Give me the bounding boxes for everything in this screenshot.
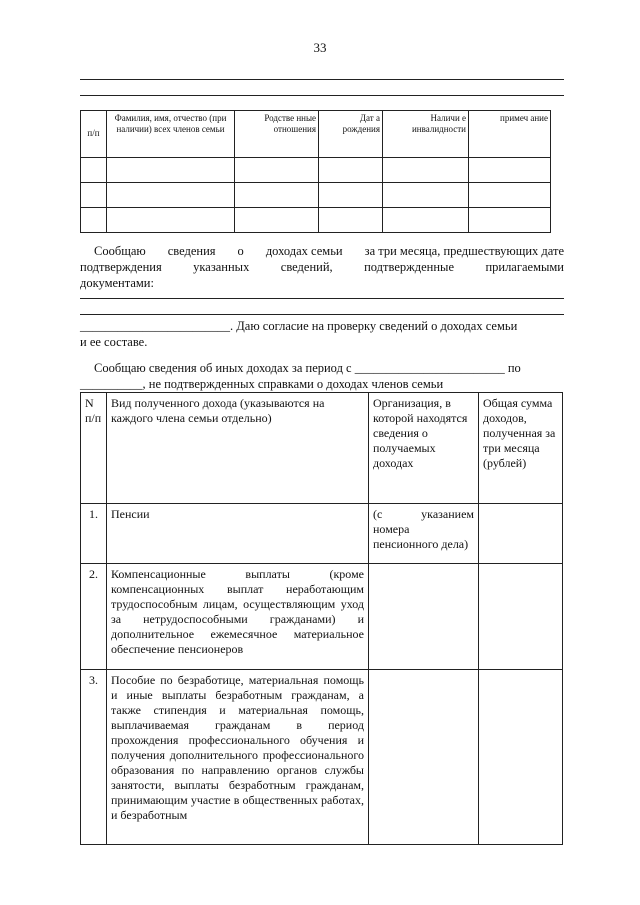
blank-line[interactable] bbox=[80, 314, 564, 315]
page-number: 33 bbox=[313, 40, 327, 55]
other-income-paragraph bbox=[80, 360, 564, 392]
text-word: подтвержденные bbox=[364, 260, 454, 274]
table-header-row bbox=[81, 111, 551, 158]
table-cell[interactable] bbox=[107, 158, 235, 183]
blank-line bbox=[80, 79, 564, 80]
header-birth-date: Дат а рождения bbox=[319, 111, 383, 158]
organization-cell[interactable] bbox=[369, 564, 479, 670]
table-cell[interactable] bbox=[383, 208, 469, 233]
header-organization: Организация, в которой находятся сведения о получаемых доходах bbox=[369, 393, 479, 504]
other-income-line: Сообщаю сведения об иных доходах за период с ________________________ по bbox=[94, 361, 521, 375]
table-cell[interactable] bbox=[383, 183, 469, 208]
table-row bbox=[81, 158, 551, 183]
row-number: 3. bbox=[81, 670, 107, 845]
table-cell[interactable] bbox=[469, 158, 551, 183]
header-number: п/п bbox=[81, 111, 107, 158]
other-income-line: __________, не подтвержденных справками о доходах членов семьи bbox=[80, 377, 444, 391]
row-number: 2. bbox=[81, 564, 107, 670]
blank-line[interactable] bbox=[80, 298, 564, 299]
table-cell[interactable] bbox=[107, 183, 235, 208]
text-line: документами: bbox=[80, 276, 154, 290]
table-row bbox=[81, 208, 551, 233]
table-header-row bbox=[81, 393, 563, 504]
text-word: прилагаемыми bbox=[485, 260, 564, 274]
income-type: Пособие по безработице, материальная помощь и иные выплаты безработным гражданам, а также стипендия и материальная помощь, выплачиваемая гражданам в период прохождения профессионального обучения и получения дополнительного профессионального образования по направлению органов службы занятости, выплаты безработным гражданам, принимающим участие в общественных работах, и безработным bbox=[107, 670, 369, 845]
table-row bbox=[81, 504, 563, 564]
table-cell[interactable] bbox=[469, 208, 551, 233]
header-income-type: Вид полученного дохода (указываются на каждого члена семьи отдельно) bbox=[107, 393, 369, 504]
text-word: подтверждения bbox=[80, 260, 162, 274]
table-row bbox=[81, 670, 563, 845]
table-cell[interactable] bbox=[319, 158, 383, 183]
family-members-table bbox=[80, 110, 551, 233]
table-cell[interactable] bbox=[81, 208, 107, 233]
table-cell[interactable] bbox=[235, 208, 319, 233]
header-disability: Наличи е инвалидности bbox=[383, 111, 469, 158]
row-number: 1. bbox=[81, 504, 107, 564]
header-full-name: Фамилия, имя, отчество (при наличии) всех членов семьи bbox=[107, 111, 235, 158]
income-intro-paragraph bbox=[80, 243, 564, 291]
consent-paragraph bbox=[80, 318, 564, 350]
text-word: о bbox=[237, 244, 244, 258]
blank-line bbox=[80, 95, 564, 96]
table-cell[interactable] bbox=[81, 183, 107, 208]
sum-cell[interactable] bbox=[479, 670, 563, 845]
header-total-sum: Общая сумма доходов, полученная за три месяца (рублей) bbox=[479, 393, 563, 504]
text-word: за три месяца, предшествующих дате bbox=[364, 244, 564, 258]
header-relationship: Родстве нные отношения bbox=[235, 111, 319, 158]
table-cell[interactable] bbox=[469, 183, 551, 208]
table-cell[interactable] bbox=[107, 208, 235, 233]
header-number: N п/п bbox=[81, 393, 107, 504]
table-cell[interactable] bbox=[319, 183, 383, 208]
table-row bbox=[81, 183, 551, 208]
text-word: доходах семьи bbox=[265, 244, 343, 258]
sum-cell[interactable] bbox=[479, 504, 563, 564]
other-income-table bbox=[80, 392, 563, 845]
table-cell[interactable] bbox=[235, 183, 319, 208]
table-cell[interactable] bbox=[383, 158, 469, 183]
text-word: сведений, bbox=[280, 260, 333, 274]
table-cell[interactable] bbox=[235, 158, 319, 183]
organization-cell[interactable]: (с указанием номера пенсионного дела) bbox=[369, 504, 479, 564]
table-row bbox=[81, 564, 563, 670]
consent-line: ________________________. Даю согласие на проверку сведений о доходах семьи bbox=[80, 319, 518, 333]
income-type: Пенсии bbox=[107, 504, 369, 564]
text-word: указанных bbox=[193, 260, 250, 274]
income-type: Компенсационные выплаты (кроме компенсационных выплат неработающим трудоспособным лицам, осуществляющим уход за нетрудоспособными гражданами) и дополнительное ежемесячное материальное обеспечение пенсионеров bbox=[107, 564, 369, 670]
consent-line: и ее составе. bbox=[80, 335, 148, 349]
organization-cell[interactable] bbox=[369, 670, 479, 845]
sum-cell[interactable] bbox=[479, 564, 563, 670]
header-note: примеч ание bbox=[469, 111, 551, 158]
table-cell[interactable] bbox=[319, 208, 383, 233]
text-word: сведения bbox=[167, 244, 216, 258]
text-word: Сообщаю bbox=[94, 244, 146, 258]
table-cell[interactable] bbox=[81, 158, 107, 183]
